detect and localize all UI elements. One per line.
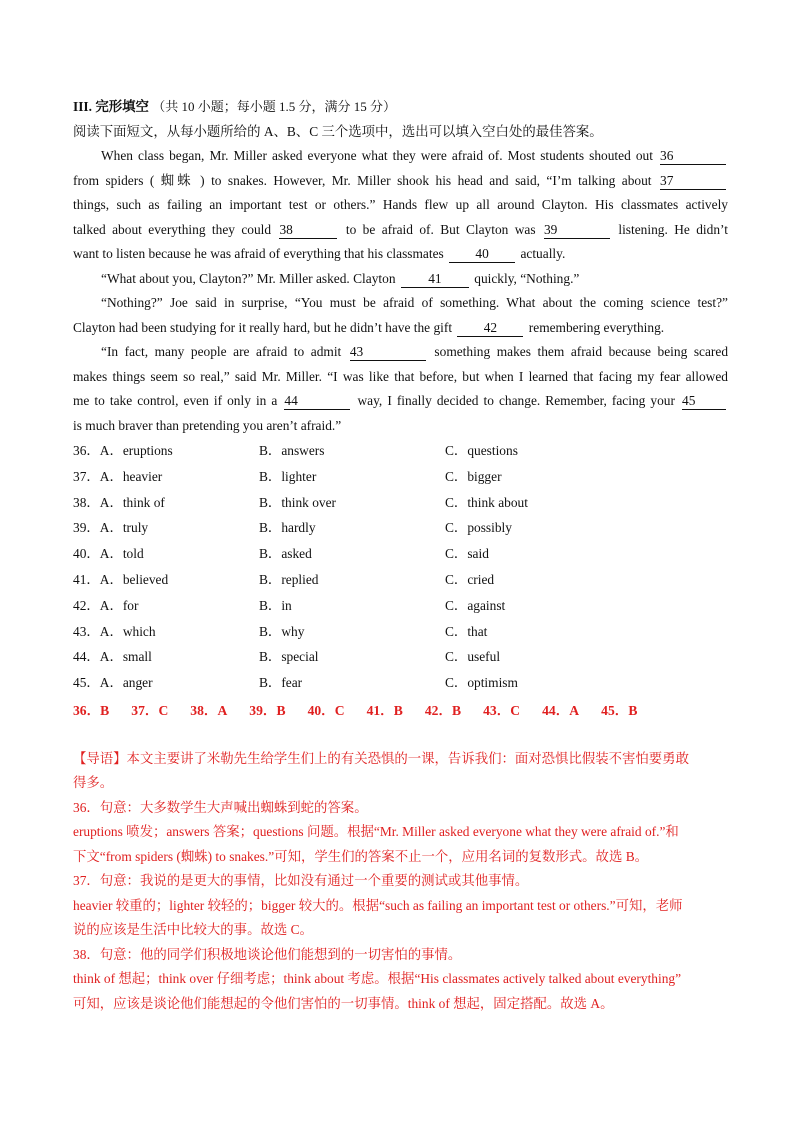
answer-item: 45．B: [601, 702, 638, 718]
blank-42: 42: [457, 320, 523, 337]
passage-line: [73, 340, 728, 365]
option-c: C．bigger: [445, 468, 502, 484]
option-row: [73, 644, 728, 670]
option-a: 41．A．believed: [73, 571, 169, 587]
blank-44: 44: [284, 393, 350, 410]
answer-item: 40．C: [307, 702, 345, 718]
option-row: [73, 593, 728, 619]
passage-line: [73, 389, 728, 414]
answer-item: 39．B: [249, 702, 286, 718]
option-row: [73, 438, 728, 464]
option-b: B．think over: [259, 494, 336, 510]
option-b: B．why: [259, 623, 305, 639]
q37-analysis: 说的应该是生活中比较大的事。故选 C。: [73, 922, 313, 938]
passage-line: is much braver than pretending you aren’t afraid.”: [73, 417, 342, 433]
option-b: B．special: [259, 649, 319, 665]
q38-analysis: think of 想起；think over 仔细考虑；think about 考虑。根据“His classmates actively talked about everything”: [73, 971, 682, 987]
passage-text: quickly, “Nothing.”: [474, 270, 580, 286]
passage-text: When class began, Mr. Miller asked everyone what they were afraid of. Most students shouted out: [101, 148, 653, 163]
q37-meaning: 37．句意：我说的是更大的事情，比如没有通过一个重要的测试或其他事情。: [73, 873, 529, 889]
blank-37: 37: [660, 173, 726, 190]
passage-text: from spiders ( 蜘蛛 ) to snakes. However, Mr. Miller shook his head and said, “I’m talking about: [73, 172, 652, 188]
option-row: [73, 670, 728, 696]
passage-text: talked about everything they could: [73, 221, 272, 237]
passage-text: listening. He didn’t: [618, 221, 728, 237]
option-row: [73, 567, 728, 593]
option-a: 36．A．eruptions: [73, 443, 173, 458]
blank-38: 38: [279, 222, 337, 239]
option-b: B．asked: [259, 546, 312, 562]
option-b: B．fear: [259, 675, 303, 691]
option-a: 45．A．anger: [73, 675, 153, 691]
guide-line: 【导语】本文主要讲了米勒先生给学生们上的有关恐惧的一课，告诉我们：面对恐惧比假装不害怕要勇敢: [73, 750, 689, 766]
option-c: C．cried: [445, 571, 495, 587]
passage-text: remembering everything.: [528, 319, 665, 335]
passage-line: [73, 169, 728, 194]
option-c: C．useful: [445, 649, 501, 665]
option-c: C．think about: [445, 494, 528, 510]
passage-text: way, I finally decided to change. Remember, facing your: [357, 393, 675, 408]
passage-text: me to take control, even if only in a: [73, 393, 278, 408]
answer-item: 37．C: [131, 702, 169, 718]
answer-item: 44．A: [542, 702, 580, 718]
answer-item: 36．B: [73, 702, 110, 718]
option-row: [73, 619, 728, 645]
option-a: 44．A．small: [73, 649, 152, 665]
content-area: [73, 95, 728, 1016]
q37-analysis: heavier 较重的；lighter 较轻的；bigger 较大的。根据“such as failing an important test or others.”可知，老师: [73, 897, 683, 913]
passage-line: things, such as failing an important test or others.” Hands flew up all around Clayton. His classmates actively: [73, 197, 728, 212]
passage-line: [73, 218, 728, 243]
option-c: C．questions: [445, 443, 518, 458]
blank-43: 43: [350, 344, 426, 361]
answer-item: 41．B: [366, 702, 403, 718]
q38-meaning: 38．句意：他的同学们积极地谈论他们能想到的一切害怕的事情。: [73, 946, 462, 962]
passage-line: [73, 144, 728, 169]
option-c: C．possibly: [445, 520, 512, 536]
section-instruction: 阅读下面短文，从每小题所给的 A、B、C 三个选项中，选出可以填入空白处的最佳答案。: [73, 123, 603, 139]
passage-text: Clayton had been studying for it really hard, but he didn’t have the gift: [73, 319, 453, 335]
passage-line: [73, 267, 728, 292]
option-a: 38．A．think of: [73, 494, 165, 510]
option-row: [73, 541, 728, 567]
section-header: [73, 95, 728, 120]
blank-36: 36: [660, 148, 726, 165]
q36-analysis: eruptions 喷发；answers 答案；questions 问题。根据“Mr. Miller asked everyone what they were afraid of.”和: [73, 824, 679, 840]
passage-line: “Nothing?” Joe said in surprise, “You must be afraid of something. What about the coming science test?”: [101, 295, 728, 310]
option-a: 42．A．for: [73, 597, 139, 613]
option-a: 43．A．which: [73, 623, 156, 639]
option-c: C．against: [445, 597, 506, 613]
answer-item: 42．B: [424, 702, 462, 718]
explanation-block: [73, 747, 728, 1017]
option-row: [73, 464, 728, 490]
passage-line: [73, 316, 728, 341]
passage-text: want to listen because he was afraid of everything that his classmates: [73, 246, 444, 261]
option-a: 37．A．heavier: [73, 468, 163, 484]
guide-line: 得多。: [73, 775, 114, 791]
option-a: 40．A．told: [73, 546, 144, 562]
blank-40: 40: [449, 246, 515, 263]
option-b: B．replied: [259, 571, 319, 587]
option-b: B．in: [259, 597, 292, 613]
section-note: （共 10 小题；每小题 1.5 分，满分 15 分）: [152, 99, 397, 114]
q36-analysis: 下文“from spiders (蜘蛛) to snakes.”可知，学生们的答案不止一个，应用名词的复数形式。故选 B。: [73, 848, 649, 864]
answer-key: [73, 698, 728, 724]
passage-line: [73, 242, 728, 267]
passage-text: something makes them afraid because being scared: [434, 344, 729, 359]
q38-analysis: 可知，应该是谈论他们能想起的令他们害怕的一切事情。think of 想起，固定搭配。故选 A。: [73, 995, 614, 1011]
option-c: C．said: [445, 546, 489, 562]
option-b: B．hardly: [259, 520, 316, 536]
blank-39: 39: [544, 222, 610, 239]
option-b: B．lighter: [259, 468, 317, 484]
cloze-passage: [73, 144, 728, 438]
blank-45: 45: [682, 393, 726, 410]
passage-text: to be afraid of. But Clayton was: [345, 221, 536, 237]
spacer: [73, 724, 728, 747]
option-b: B．answers: [259, 443, 325, 458]
passage-line: makes things seem so real,” said Mr. Miller. “I was like that before, but when I learned that facing my fear allowed: [73, 368, 728, 384]
option-c: C．that: [445, 623, 488, 639]
passage-text: “What about you, Clayton?” Mr. Miller asked. Clayton: [101, 270, 396, 286]
blank-41: 41: [401, 271, 469, 288]
answer-item: 43．C: [483, 702, 521, 718]
answer-item: 38．A: [190, 702, 228, 718]
options-list: [73, 438, 728, 696]
passage-text: “In fact, many people are afraid to admit: [101, 344, 342, 359]
option-a: 39．A．truly: [73, 520, 149, 536]
q36-meaning: 36．句意：大多数学生大声喊出蜘蛛到蛇的答案。: [73, 799, 368, 815]
option-row: [73, 515, 728, 541]
section-title: III. 完形填空: [73, 99, 149, 114]
option-row: [73, 490, 728, 516]
passage-text: actually.: [520, 246, 566, 261]
option-c: C．optimism: [445, 675, 518, 691]
